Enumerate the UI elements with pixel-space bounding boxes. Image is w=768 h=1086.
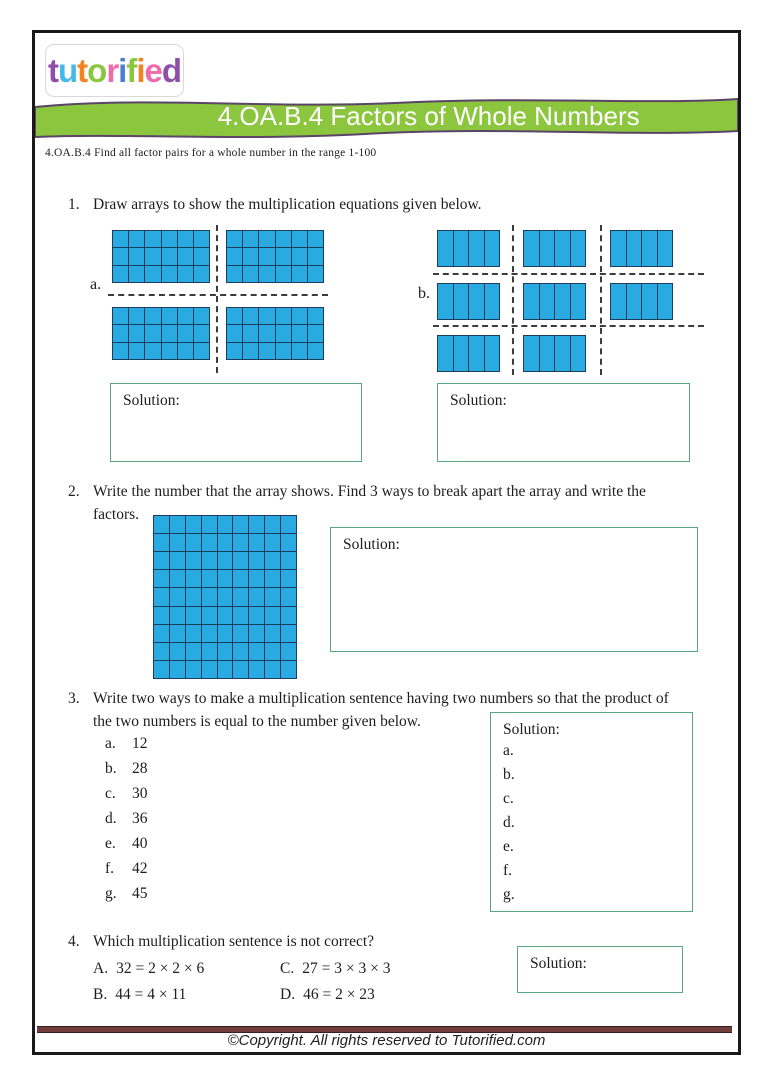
array-cell xyxy=(276,231,291,247)
array-cell xyxy=(186,552,201,569)
array-cell xyxy=(154,516,169,533)
q3-item-value: 30 xyxy=(132,785,148,802)
q1b-array-block xyxy=(437,335,500,372)
array-cell xyxy=(162,266,177,282)
array-cell xyxy=(113,266,128,282)
solution-label: Solution: xyxy=(530,955,587,972)
array-cell xyxy=(186,643,201,660)
array-cell xyxy=(129,308,144,324)
array-cell xyxy=(243,308,258,324)
q3-number: 3. xyxy=(68,690,80,707)
array-cell xyxy=(485,336,500,371)
array-cell xyxy=(233,607,248,624)
array-cell xyxy=(292,248,307,264)
array-cell xyxy=(243,266,258,282)
q3-solution-box xyxy=(490,712,693,912)
array-cell xyxy=(154,552,169,569)
q2-array-block xyxy=(153,515,297,679)
array-cell xyxy=(571,231,586,266)
array-cell xyxy=(259,343,274,359)
array-cell xyxy=(218,588,233,605)
array-cell xyxy=(202,625,217,642)
array-cell xyxy=(145,308,160,324)
q3-item-value: 28 xyxy=(132,760,148,777)
array-cell xyxy=(154,570,169,587)
array-cell xyxy=(524,284,539,319)
array-cell xyxy=(186,588,201,605)
array-cell xyxy=(202,661,217,678)
worksheet-page xyxy=(32,30,741,1055)
logo-letter: u xyxy=(57,52,78,89)
array-cell xyxy=(249,625,264,642)
array-cell xyxy=(227,231,242,247)
array-cell xyxy=(202,643,217,660)
logo-letter: e xyxy=(144,52,162,89)
q1b-array-block xyxy=(523,230,586,267)
array-cell xyxy=(469,284,484,319)
array-cell xyxy=(276,248,291,264)
q1a-solution-box xyxy=(110,383,362,462)
array-cell xyxy=(308,343,323,359)
solution-label: Solution: xyxy=(123,392,180,409)
array-cell xyxy=(611,284,626,319)
array-cell xyxy=(218,552,233,569)
q4-option xyxy=(93,960,204,978)
array-cell xyxy=(469,231,484,266)
array-cell xyxy=(249,607,264,624)
page-title: 4.OA.B.4 Factors of Whole Numbers xyxy=(217,101,640,131)
logo-letter: t xyxy=(77,52,88,89)
array-cell xyxy=(145,325,160,341)
array-cell xyxy=(194,248,209,264)
array-cell xyxy=(233,516,248,533)
standard-description: 4.OA.B.4 Find all factor pairs for a whole number in the range 1-100 xyxy=(45,147,377,159)
array-cell xyxy=(265,588,280,605)
q4-option-value: 46 = 2 × 23 xyxy=(303,986,375,1003)
logo-letter: f xyxy=(126,52,137,89)
array-cell xyxy=(154,643,169,660)
array-cell xyxy=(170,607,185,624)
array-cell xyxy=(178,266,193,282)
array-cell xyxy=(524,336,539,371)
q1-part-a-label: a. xyxy=(90,276,102,293)
array-cell xyxy=(571,336,586,371)
array-cell xyxy=(243,343,258,359)
array-cell xyxy=(540,336,555,371)
array-cell xyxy=(249,643,264,660)
q1b-solution-box xyxy=(437,383,690,462)
array-cell xyxy=(627,231,642,266)
q3-item-label: a. xyxy=(105,735,116,752)
q3-item-value: 12 xyxy=(132,735,148,752)
array-cell xyxy=(186,661,201,678)
q1b-array-block xyxy=(610,230,673,267)
q2-text-line1: Write the number that the array shows. Find 3 ways to break apart the array and write the xyxy=(93,483,646,500)
array-cell xyxy=(129,231,144,247)
array-cell xyxy=(281,625,296,642)
array-cell xyxy=(233,534,248,551)
array-cell xyxy=(170,643,185,660)
solution-line: f. xyxy=(503,862,513,879)
array-cell xyxy=(265,534,280,551)
q1-text: Draw arrays to show the multiplication equations given below. xyxy=(93,196,482,213)
array-cell xyxy=(227,308,242,324)
array-cell xyxy=(186,570,201,587)
array-cell xyxy=(292,266,307,282)
array-cell xyxy=(218,625,233,642)
array-cell xyxy=(170,661,185,678)
solution-label: Solution: xyxy=(343,536,400,553)
array-cell xyxy=(265,625,280,642)
array-cell xyxy=(162,325,177,341)
q1b-array-block xyxy=(437,230,500,267)
q4-option xyxy=(280,960,390,978)
array-cell xyxy=(642,284,657,319)
array-cell xyxy=(265,643,280,660)
q4-option-label: C. xyxy=(280,960,295,977)
q1a-array-block xyxy=(226,307,324,360)
array-cell xyxy=(627,284,642,319)
q3-item-value: 45 xyxy=(132,885,148,902)
q3-item-label: c. xyxy=(105,785,116,802)
array-cell xyxy=(194,231,209,247)
array-cell xyxy=(276,343,291,359)
array-cell xyxy=(308,248,323,264)
array-cell xyxy=(202,534,217,551)
array-cell xyxy=(202,607,217,624)
array-cell xyxy=(259,325,274,341)
array-cell xyxy=(129,248,144,264)
array-cell xyxy=(186,625,201,642)
array-cell xyxy=(218,661,233,678)
footer-copyright: ©Copyright. All rights reserved to Tutorified.com xyxy=(227,1032,546,1049)
array-cell xyxy=(170,588,185,605)
array-cell xyxy=(281,516,296,533)
array-cell xyxy=(194,325,209,341)
q1-number: 1. xyxy=(68,196,80,213)
array-cell xyxy=(555,231,570,266)
array-cell xyxy=(113,231,128,247)
array-cell xyxy=(281,534,296,551)
array-cell xyxy=(265,516,280,533)
array-cell xyxy=(454,336,469,371)
logo-letter: i xyxy=(136,52,145,89)
tutorified-logo xyxy=(45,44,184,97)
array-cell xyxy=(154,607,169,624)
q3-item-label: g. xyxy=(105,885,117,902)
array-cell xyxy=(249,534,264,551)
array-cell xyxy=(178,248,193,264)
solution-line: b. xyxy=(503,766,515,783)
array-cell xyxy=(178,325,193,341)
array-cell xyxy=(485,284,500,319)
q4-number: 4. xyxy=(68,933,80,950)
array-cell xyxy=(276,308,291,324)
q1a-array-block xyxy=(112,230,210,283)
array-cell xyxy=(154,625,169,642)
array-cell xyxy=(524,231,539,266)
array-cell xyxy=(233,661,248,678)
array-cell xyxy=(218,607,233,624)
array-cell xyxy=(259,248,274,264)
dashed-divider-horizontal xyxy=(433,325,704,327)
array-cell xyxy=(145,266,160,282)
array-cell xyxy=(249,552,264,569)
logo-letter: i xyxy=(118,52,127,89)
array-cell xyxy=(178,343,193,359)
array-cell xyxy=(162,343,177,359)
array-cell xyxy=(154,534,169,551)
q4-option xyxy=(280,986,375,1004)
q1b-array-block xyxy=(610,283,673,320)
array-cell xyxy=(218,643,233,660)
array-cell xyxy=(162,248,177,264)
array-cell xyxy=(170,570,185,587)
logo-letter: r xyxy=(106,52,119,89)
array-cell xyxy=(113,325,128,341)
array-cell xyxy=(129,343,144,359)
array-cell xyxy=(186,516,201,533)
solution-line: g. xyxy=(503,886,515,903)
array-cell xyxy=(129,325,144,341)
array-cell xyxy=(308,308,323,324)
q1-part-b-label: b. xyxy=(418,285,430,302)
array-cell xyxy=(227,343,242,359)
q3-item-value: 40 xyxy=(132,835,148,852)
solution-line: d. xyxy=(503,814,515,831)
array-cell xyxy=(218,534,233,551)
dashed-divider-vertical xyxy=(216,225,218,373)
array-cell xyxy=(555,284,570,319)
array-cell xyxy=(276,266,291,282)
solution-line: e. xyxy=(503,838,514,855)
logo-letter: d xyxy=(161,52,182,89)
q3-item-label: b. xyxy=(105,760,117,777)
q3-item-value: 42 xyxy=(132,860,148,877)
title-banner xyxy=(35,91,738,145)
array-cell xyxy=(281,570,296,587)
q2-solution-box xyxy=(330,527,698,652)
array-cell xyxy=(249,516,264,533)
array-cell xyxy=(186,534,201,551)
array-cell xyxy=(243,231,258,247)
q3-text-line2: the two numbers is equal to the number given below. xyxy=(93,713,421,730)
array-cell xyxy=(233,552,248,569)
array-cell xyxy=(145,343,160,359)
array-cell xyxy=(281,552,296,569)
array-cell xyxy=(485,231,500,266)
array-cell xyxy=(162,231,177,247)
array-cell xyxy=(265,570,280,587)
array-cell xyxy=(292,231,307,247)
array-cell xyxy=(170,516,185,533)
array-cell xyxy=(281,643,296,660)
array-cell xyxy=(571,284,586,319)
array-cell xyxy=(249,661,264,678)
array-cell xyxy=(281,607,296,624)
array-cell xyxy=(540,231,555,266)
array-cell xyxy=(145,248,160,264)
array-cell xyxy=(276,325,291,341)
array-cell xyxy=(186,607,201,624)
dashed-divider-horizontal xyxy=(108,294,328,296)
q1a-array-block xyxy=(226,230,324,283)
array-cell xyxy=(540,284,555,319)
array-cell xyxy=(170,552,185,569)
array-cell xyxy=(178,308,193,324)
q3-item-label: e. xyxy=(105,835,116,852)
array-cell xyxy=(113,343,128,359)
solution-label: Solution: xyxy=(450,392,507,409)
array-cell xyxy=(194,343,209,359)
q3-item-label: d. xyxy=(105,810,117,827)
array-cell xyxy=(194,308,209,324)
array-cell xyxy=(292,325,307,341)
array-cell xyxy=(438,284,453,319)
array-cell xyxy=(454,284,469,319)
array-cell xyxy=(642,231,657,266)
array-cell xyxy=(170,534,185,551)
array-cell xyxy=(162,308,177,324)
array-cell xyxy=(259,308,274,324)
q3-text-line1: Write two ways to make a multiplication sentence having two numbers so that the product of xyxy=(93,690,669,707)
array-cell xyxy=(265,661,280,678)
q2-number: 2. xyxy=(68,483,80,500)
q4-option-label: B. xyxy=(93,986,108,1003)
q4-option-label: D. xyxy=(280,986,296,1003)
array-cell xyxy=(249,570,264,587)
array-cell xyxy=(202,570,217,587)
array-cell xyxy=(194,266,209,282)
array-cell xyxy=(227,325,242,341)
array-cell xyxy=(233,570,248,587)
array-cell xyxy=(113,308,128,324)
array-cell xyxy=(308,231,323,247)
q4-option-value: 27 = 3 × 3 × 3 xyxy=(302,960,391,977)
q4-option xyxy=(93,986,186,1004)
q4-option-value: 32 = 2 × 2 × 6 xyxy=(116,960,205,977)
array-cell xyxy=(233,588,248,605)
solution-label: Solution: xyxy=(503,721,560,738)
array-cell xyxy=(170,625,185,642)
array-cell xyxy=(145,231,160,247)
array-cell xyxy=(154,661,169,678)
array-cell xyxy=(265,607,280,624)
q4-option-label: A. xyxy=(93,960,109,977)
dashed-divider-vertical xyxy=(600,225,602,375)
q2-text-line2: factors. xyxy=(93,506,140,523)
array-cell xyxy=(555,336,570,371)
array-cell xyxy=(249,588,264,605)
array-cell xyxy=(202,588,217,605)
array-cell xyxy=(265,552,280,569)
q4-option-value: 44 = 4 × 11 xyxy=(115,986,187,1003)
array-cell xyxy=(218,570,233,587)
logo-letter: t xyxy=(47,52,58,89)
array-cell xyxy=(292,308,307,324)
dashed-divider-horizontal xyxy=(433,273,704,275)
array-cell xyxy=(438,231,453,266)
q1b-array-block xyxy=(523,283,586,320)
array-cell xyxy=(292,343,307,359)
array-cell xyxy=(281,588,296,605)
q1b-array-block xyxy=(437,283,500,320)
array-cell xyxy=(243,248,258,264)
q3-item-value: 36 xyxy=(132,810,148,827)
q4-solution-box xyxy=(517,946,683,993)
array-cell xyxy=(202,516,217,533)
array-cell xyxy=(259,231,274,247)
array-cell xyxy=(233,643,248,660)
array-cell xyxy=(658,284,673,319)
array-cell xyxy=(611,231,626,266)
array-cell xyxy=(454,231,469,266)
q1a-array-block xyxy=(112,307,210,360)
array-cell xyxy=(129,266,144,282)
array-cell xyxy=(178,231,193,247)
array-cell xyxy=(469,336,484,371)
array-cell xyxy=(227,266,242,282)
q1b-array-block xyxy=(523,335,586,372)
array-cell xyxy=(308,325,323,341)
q3-item-label: f. xyxy=(105,860,115,877)
array-cell xyxy=(227,248,242,264)
array-cell xyxy=(259,266,274,282)
q4-text: Which multiplication sentence is not correct? xyxy=(93,933,375,950)
array-cell xyxy=(218,516,233,533)
array-cell xyxy=(658,231,673,266)
array-cell xyxy=(438,336,453,371)
tutorified-logo-text xyxy=(48,54,181,87)
array-cell xyxy=(281,661,296,678)
solution-line: a. xyxy=(503,742,514,759)
array-cell xyxy=(113,248,128,264)
array-cell xyxy=(154,588,169,605)
array-cell xyxy=(308,266,323,282)
array-cell xyxy=(243,325,258,341)
logo-letter: o xyxy=(87,52,107,89)
array-cell xyxy=(233,625,248,642)
dashed-divider-vertical xyxy=(512,225,514,375)
array-cell xyxy=(202,552,217,569)
solution-line: c. xyxy=(503,790,514,807)
